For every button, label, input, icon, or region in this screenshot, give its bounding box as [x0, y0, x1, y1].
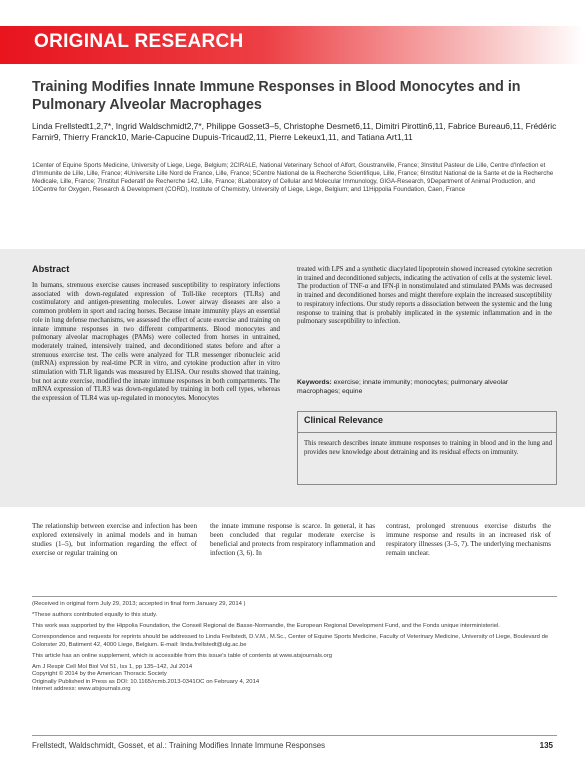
abstract-column-left: In humans, strenuous exercise causes increased susceptibility to respiratory infections associated with down-regulated expression of Toll-like receptors (TLRs) and costimulatory and antigen-presenting molecules. Lower airway diseases are also a common problem in sport and racing horses. Because innate immunity plays an essential role in lung defense mechanisms, we assessed the effect of acute exercise and training on innate immune responses in two different compartments. Blood monocytes and pulmonary alveolar macrophages (PAMs) were collected from horses in untrained, moderately trained, intensively trained, and deconditioned states before and after a strenuous exercise test. The cells were analyzed for TLR messenger ribonucleic acid (mRNA) expression by real-time PCR in vitro, and cytokine production after in vitro stimulation with TLR ligands was measured by ELISA. Our results showed that training, but not acute exercise, modified the innate immune responses in both compartments. The mRNA expression of TLR3 was down-regulated by training in both cell types, whereas the expression of TLR4 was up-regulated in monocytes. Monocytes [32, 282, 280, 403]
equal-contribution-note: *These authors contributed equally to this study. [32, 611, 158, 618]
banner-label: ORIGINAL RESEARCH [34, 31, 244, 52]
keywords-text: exercise; innate immunity; monocytes; pulmonary alveolar macrophages; equine [297, 379, 509, 395]
clinical-relevance-divider [298, 432, 556, 433]
footer-divider [32, 735, 557, 736]
keywords-label: Keywords: [297, 379, 332, 386]
internet-address: Internet address: www.atsjournals.org [32, 686, 131, 693]
footnote-divider [32, 596, 557, 597]
page-number: 135 [539, 741, 553, 750]
keywords [297, 379, 552, 397]
funding-note: This work was supported by the Hippolia Foundation, the Conseil Regional de Basse-Normandie, the European Regional Development Fund, and the Fonds unique interministeriel. [32, 622, 500, 629]
article-title: Training Modifies Innate Immune Responses in Blood Monocytes and in Pulmonary Alveolar Macrophages [32, 79, 521, 113]
doi-line: Originally Published in Press as DOI: 10.1165/rcmb.2013-0341OC on February 4, 2014 [32, 678, 260, 685]
abstract-column-right: treated with LPS and a synthetic diacylated lipoprotein showed increased cytokine secretion in trained and deconditioned subjects, indicating the activation of cells at the systemic level. The production of TNF-α and IFN-β in nonstimulated and stimulated PAMs was decreased in trained and deconditioned horses and might therefore explain the increased susceptibility to respiratory infections. Our study reports a dissociation between the systemic and the lung response to training that is probably implicated in the systemic inflammation and in the pulmonary susceptibility to infection. [297, 266, 552, 326]
supplement-note: This article has an online supplement, which is accessible from this issue's table of contents at www.atsjournals.org [32, 652, 333, 659]
abstract-heading: Abstract [32, 264, 70, 274]
affiliations: 1Center of Equine Sports Medicine, University of Liege, Liege, Belgium; 2CIRALE, National Veterinary School of Alfort, Goustranville, France; 3Institut Pasteur de Lille, Centre d'Infection et d'Immunite de Lille, Lille, France; 4Universite Lille Nord de France, Lille, France; 5Centre National de la Recherche Scientifique, Lille, France; 6Institut National de la Sante et de la Recherche Medicale, Lille, France; 7Institut Federatif de Recherche 142, Lille, France; 8Laboratory of Cellular and Molecular Immunology, GIGA-Research, 9Department of Animal Production, and 10Centre for Oxygen, Research & Development (CORD), Institute of Chemistry, University of Liege, Liege, Belgium; and 11Hippolia Foundation, Caen, France [32, 162, 554, 194]
body-column-3: contrast, prolonged strenuous exercise disturbs the immune response and results in an increased risk of respiratory illnesses (3–5, 7). The underlying mechanisms remain unclear. [386, 522, 551, 558]
journal-citation: Am J Respir Cell Mol Biol Vol 51, Iss 1, pp 135–142, Jul 2014 [32, 663, 193, 670]
clinical-relevance-heading: Clinical Relevance [304, 415, 384, 425]
author-list: Linda Frellstedt1,2,7*, Ingrid Waldschmidt2,7*, Philippe Gosset3–5, Christophe Desmet6,11, Dimitri Pirottin6,11, Fabrice Bureau6,11, Frédéric Farnir9, Thierry Franck10, Marie-Capucine Dupuis-Tricaud2,11, Pierre Lekeux1,11, and Tatiana Art1,11 [32, 121, 557, 143]
received-note: (Received in original form July 29, 2013; accepted in final form January 29, 2014 ) [32, 601, 246, 607]
section-banner [0, 26, 585, 64]
clinical-relevance-text: This research describes innate immune responses to training in blood and in the lung and provides new knowledge about detraining and its residual effects on immunity. [304, 440, 552, 456]
footnotes [32, 601, 557, 694]
body-column-2: the innate immune response is scarce. In general, it has been concluded that regular moderate exercise is beneficial and protects from respiratory inflammation and infection (3, 6). In [210, 522, 375, 558]
copyright-line: Copyright © 2014 by the American Thoracic Society [32, 671, 167, 678]
body-column-1: The relationship between exercise and infection has been explored extensively in animal models and in human studies (1–5), but information regarding the effect of exercise or regular training on [32, 522, 197, 558]
running-head: Frellstedt, Waldschmidt, Gosset, et al.: Training Modifies Innate Immune Responses [32, 741, 326, 750]
correspondence-note: Correspondence and requests for reprints should be addressed to Linda Frellstedt, D.V.M., M.Sc., Center of Equine Sports Medicine, Faculty of Veterinary Medicine, University of Liege, Boulevard de Colonster 20, Batiment 42, 4000 Liege, Belgium. E-mail: linda.frellstedt@ulg.ac.be [32, 633, 549, 648]
clinical-relevance-box [297, 411, 557, 485]
